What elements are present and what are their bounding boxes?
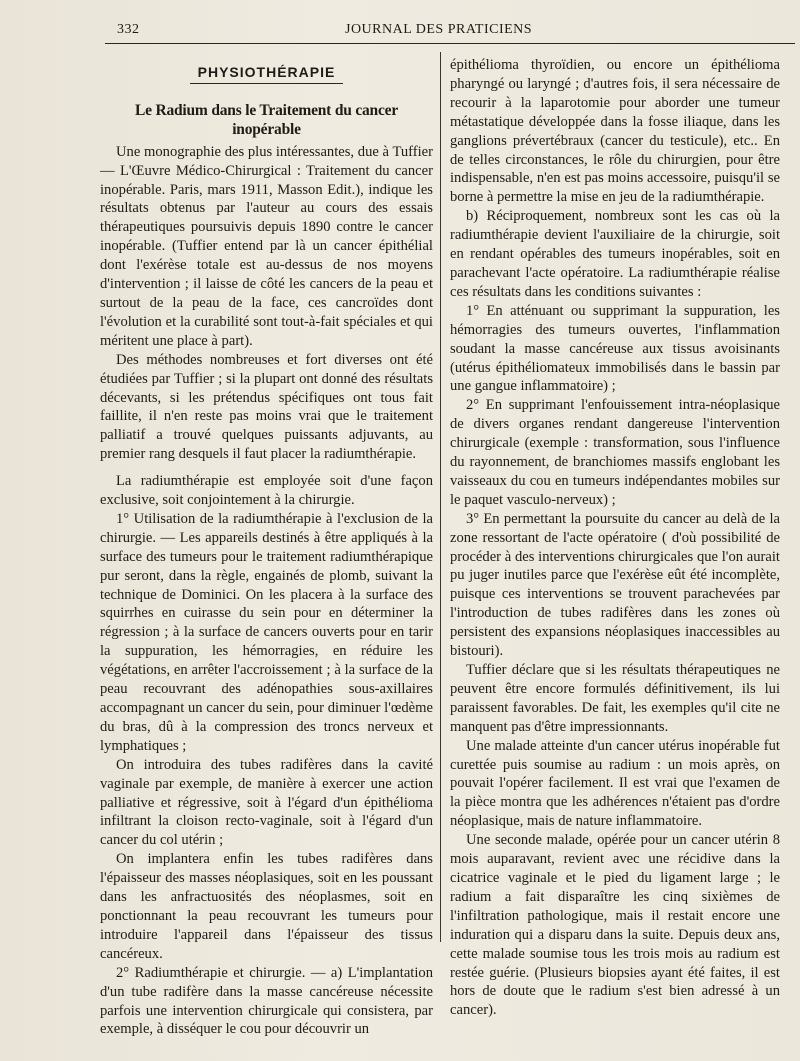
paragraph: b) Réciproquement, nombreux sont les cas où la radiumthérapie devient l'auxiliaire de la chirurgie, soit en rendant opérables des tumeurs inopérables, soit en parachevant l'acte opératoire. La radiumthérapie réalise ces résultats dans les conditions suivantes : xyxy=(450,208,780,300)
paragraph: 1° Utilisation de la radiumthérapie à l'exclusion de la chirurgie. — Les appareils destinés à être appliqués à la surface des tumeurs pour le traitement radiumthérapique pur seront, dans la règle, engainés de plomb, suivant la technique de Dominici. On les placera à la surface des squirrhes en cuirasse du sein pour en déterminer la régression ; à la surface de cancers ouverts pour en tarir la suppuration, les hémorragies, en réduire les végétations, en arrêter l'accroissement ; à la surface de la peau recouvrant des adénopathies sous-axillaires accompagnant un cancer du sein, pour diminuer l'œdème du bras, dû à la compression des troncs nerveux et lymphatiques ; xyxy=(100,510,433,754)
section-title: PHYSIOTHÉRAPIE xyxy=(190,64,344,84)
paragraph: Une malade atteinte d'un cancer utérus inopérable fut curettée puis soumise au radium : un mois après, on pouvait l'opérer facilement. Il est vrai que l'examen de la pièce montra que les adhérences n'étaient pas d'ordre néoplasique, mais de nature inflammatoire. xyxy=(450,737,780,830)
paragraph: Tuffier déclare que si les résultats thérapeutiques ne peuvent être encore formulés définitivement, ils lui paraissent favorables. De fait, les exemples qu'il cite ne manquent pas d'être impressionnants. xyxy=(450,662,780,735)
paragraph: 2° Radiumthérapie et chirurgie. — a) L'implantation d'un tube radifère dans la masse cancéreuse nécessite parfois une intervention chirurgicale qui consistera, par exemple, à disséquer le cou pour découvrir un xyxy=(100,964,433,1038)
paragraph: épithélioma thyroïdien, ou encore un épithélioma pharyngé ou laryngé ; d'autres fois, il sera nécessaire de recourir à la laparotomie pour aborder une tumeur métastatique développée dans la fosse iliaque, dans les ganglions prévertébraux (cancer du testicule), etc.. En de telles circonstances, le rôle du chirurgien, pour être indispensable, n'en est pas moins accessoire, puisqu'il se borne à permettre la mise en jeu de la radiumthérapie. xyxy=(450,57,780,206)
running-header xyxy=(95,16,785,42)
header-rule xyxy=(105,43,795,44)
paragraph: 2° En supprimant l'enfouissement intra-néoplasique de divers organes rendant dangereuse l'intervention chirurgicale (exemple : transformation, sous l'influence du rayonnement, de branchiomes massifs englobant les vaisseaux du cou en tumeurs indépendantes mobiles sur le paquet vasculo-nerveux) ; xyxy=(450,397,780,508)
article-title: Le Radium dans le Traitement du cancer inopérable xyxy=(134,101,399,138)
column-divider xyxy=(440,52,441,942)
journal-title: JOURNAL DES PRATICIENS xyxy=(345,22,533,37)
paragraph: Une seconde malade, opérée pour un cancer utérin 8 mois auparavant, revient avec une récidive dans la cicatrice vaginale et le pied du ligament large ; le radium a fait disparaître les cinq sixièmes de l'infiltration pathologique, mais il restait encore une induration qui a disparu dans la suite. Depuis deux ans, cette malade soumise tous les trois mois au radium est restée guérie. (Plusieurs biopsies ayant été faites, il est hors de doute que le radium s'est bien adressé à un cancer). xyxy=(450,832,780,1019)
paragraph: On implantera enfin les tubes radifères dans l'épaisseur des masses néoplasiques, soit en les poussant dans les anfractuosités des néoplasmes, soit en ponctionnant la peau recouvrant les tumeurs pour introduire l'appareil dans l'épaisseur des tissus cancéreux. xyxy=(100,851,433,962)
paragraph: On introduira des tubes radifères dans la cavité vaginale par exemple, de manière à exercer une action palliative et régressive, soit à l'égard d'un épithélioma infiltrant la cloison recto-vaginale, soit à l'égard d'un cancer du col utérin ; xyxy=(100,756,433,849)
paragraph: Des méthodes nombreuses et fort diverses ont été étudiées par Tuffier ; si la plupart ont donné des résultats décevants, si les prétendus spécifiques ont tous fait faillite, il n'en reste pas moins vrai que le traitement palliatif a trouvé quelques puissants adjuvants, au premier rang desquels il faut placer la radiumthérapie. xyxy=(100,351,433,463)
right-column xyxy=(450,56,780,1020)
paragraph: 1° En atténuant ou supprimant la suppuration, les hémorragies des tumeurs ouvertes, l'inflammation soudant la masse cancéreuse aux tissus avoisinants (utérus épithéliomateux immobilisés dans le bassin par une gangue inflammatoire) ; xyxy=(450,302,780,395)
left-column xyxy=(100,55,433,1039)
paragraph: La radiumthérapie est employée soit d'une façon exclusive, soit conjointement à la chirurgie. xyxy=(100,473,433,509)
paragraph: 3° En permettant la poursuite du cancer au delà de la zone ressortant de l'acte opératoire ( d'où possibilité de procéder à des interventions chirurgicales que l'on aurait pu juger inutiles parce que l'exérèse eût été incomplète, puisque ces interventions se trouvent parachevées par l'introduction de tubes radifères dans les zones où persistent des expansions néoplasiques inaccessibles au bistouri). xyxy=(450,510,780,660)
page-number: 332 xyxy=(117,22,140,37)
paragraph: Une monographie des plus intéressantes, due à Tuffier — L'Œuvre Médico-Chirurgical : Traitement du cancer inopérable. Paris, mars 1911, Masson Edit.), indique les résultats obtenus par l'auteur au cours des essais thérapeutiques poursuivis depuis 1890 contre le cancer inopérable. (Tuffier entend par là un cancer épithélial dont l'exérèse totale est au-dessus de nos moyens d'intervention ; il laisse de côté les cancers de la peau et surtout de la peau de la face, ces cancroïdes dont l'évolution et la curabilité sont tout-à-fait spéciales et qui méritent une place à part). xyxy=(100,143,433,349)
section-heading xyxy=(100,63,433,82)
